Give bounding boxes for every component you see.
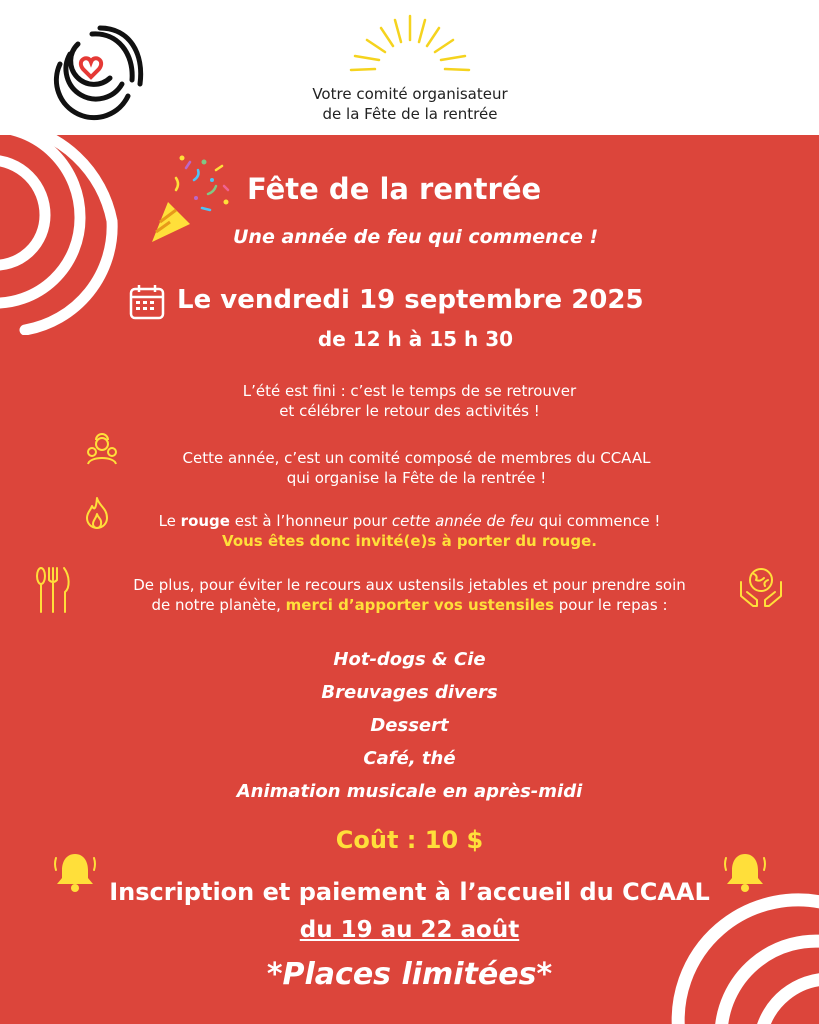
calendar-icon [128, 283, 166, 321]
utensils-para-line-1: De plus, pour éviter le recours aux ustensils jetables et pour prendre soin [133, 576, 686, 594]
utensils-highlight: merci d’apporter vos ustensiles [285, 596, 555, 614]
event-time: de 12 h à 15 h 30 [317, 327, 514, 351]
intro-line-1: L’été est fini : c’est le temps de se retrouver [242, 382, 577, 400]
red-para-line-1: Le rouge est à l’honneur pour cette année de feu qui commence ! [158, 512, 661, 530]
registration-dates: du 19 au 22 août [299, 917, 520, 943]
event-title: Fête de la rentrée [247, 172, 542, 206]
places-limited: *Places limitées* [266, 957, 553, 992]
event-subtitle: Une année de feu qui commence ! [233, 226, 599, 248]
menu-list [0, 643, 819, 808]
committee-para-line-1: Cette année, c’est un comité composé de membres du CCAAL [182, 449, 651, 467]
committee-line-2: de la Fête de la rentrée [322, 105, 498, 123]
header [0, 0, 819, 135]
menu-item: Dessert [370, 715, 449, 736]
committee-line-1: Votre comité organisateur [312, 85, 508, 103]
menu-item: Hot-dogs & Cie [333, 649, 486, 670]
sun-rays-icon [345, 14, 475, 72]
red-keyword: rouge [180, 512, 230, 530]
fire-year-phrase: cette année de feu [391, 512, 535, 530]
event-date: Le vendredi 19 septembre 2025 [177, 285, 644, 315]
registration-line: Inscription et paiement à l’accueil du CCAAL [109, 878, 710, 906]
red-invite: Vous êtes donc invité(e)s à porter du rouge. [222, 532, 597, 550]
cost: Coût : 10 $ [335, 826, 484, 854]
utensils-para-line-2: de notre planète, merci d’apporter vos ustensiles pour le repas : [151, 596, 668, 614]
intro-line-2: et célébrer le retour des activités ! [279, 402, 540, 420]
committee-para-line-2: qui organise la Fête de la rentrée ! [286, 469, 547, 487]
party-popper-icon [146, 150, 236, 250]
menu-item: Café, thé [363, 748, 456, 769]
logo-icon [48, 24, 148, 124]
menu-item: Animation musicale en après-midi [236, 781, 583, 802]
menu-item: Breuvages divers [321, 682, 498, 703]
